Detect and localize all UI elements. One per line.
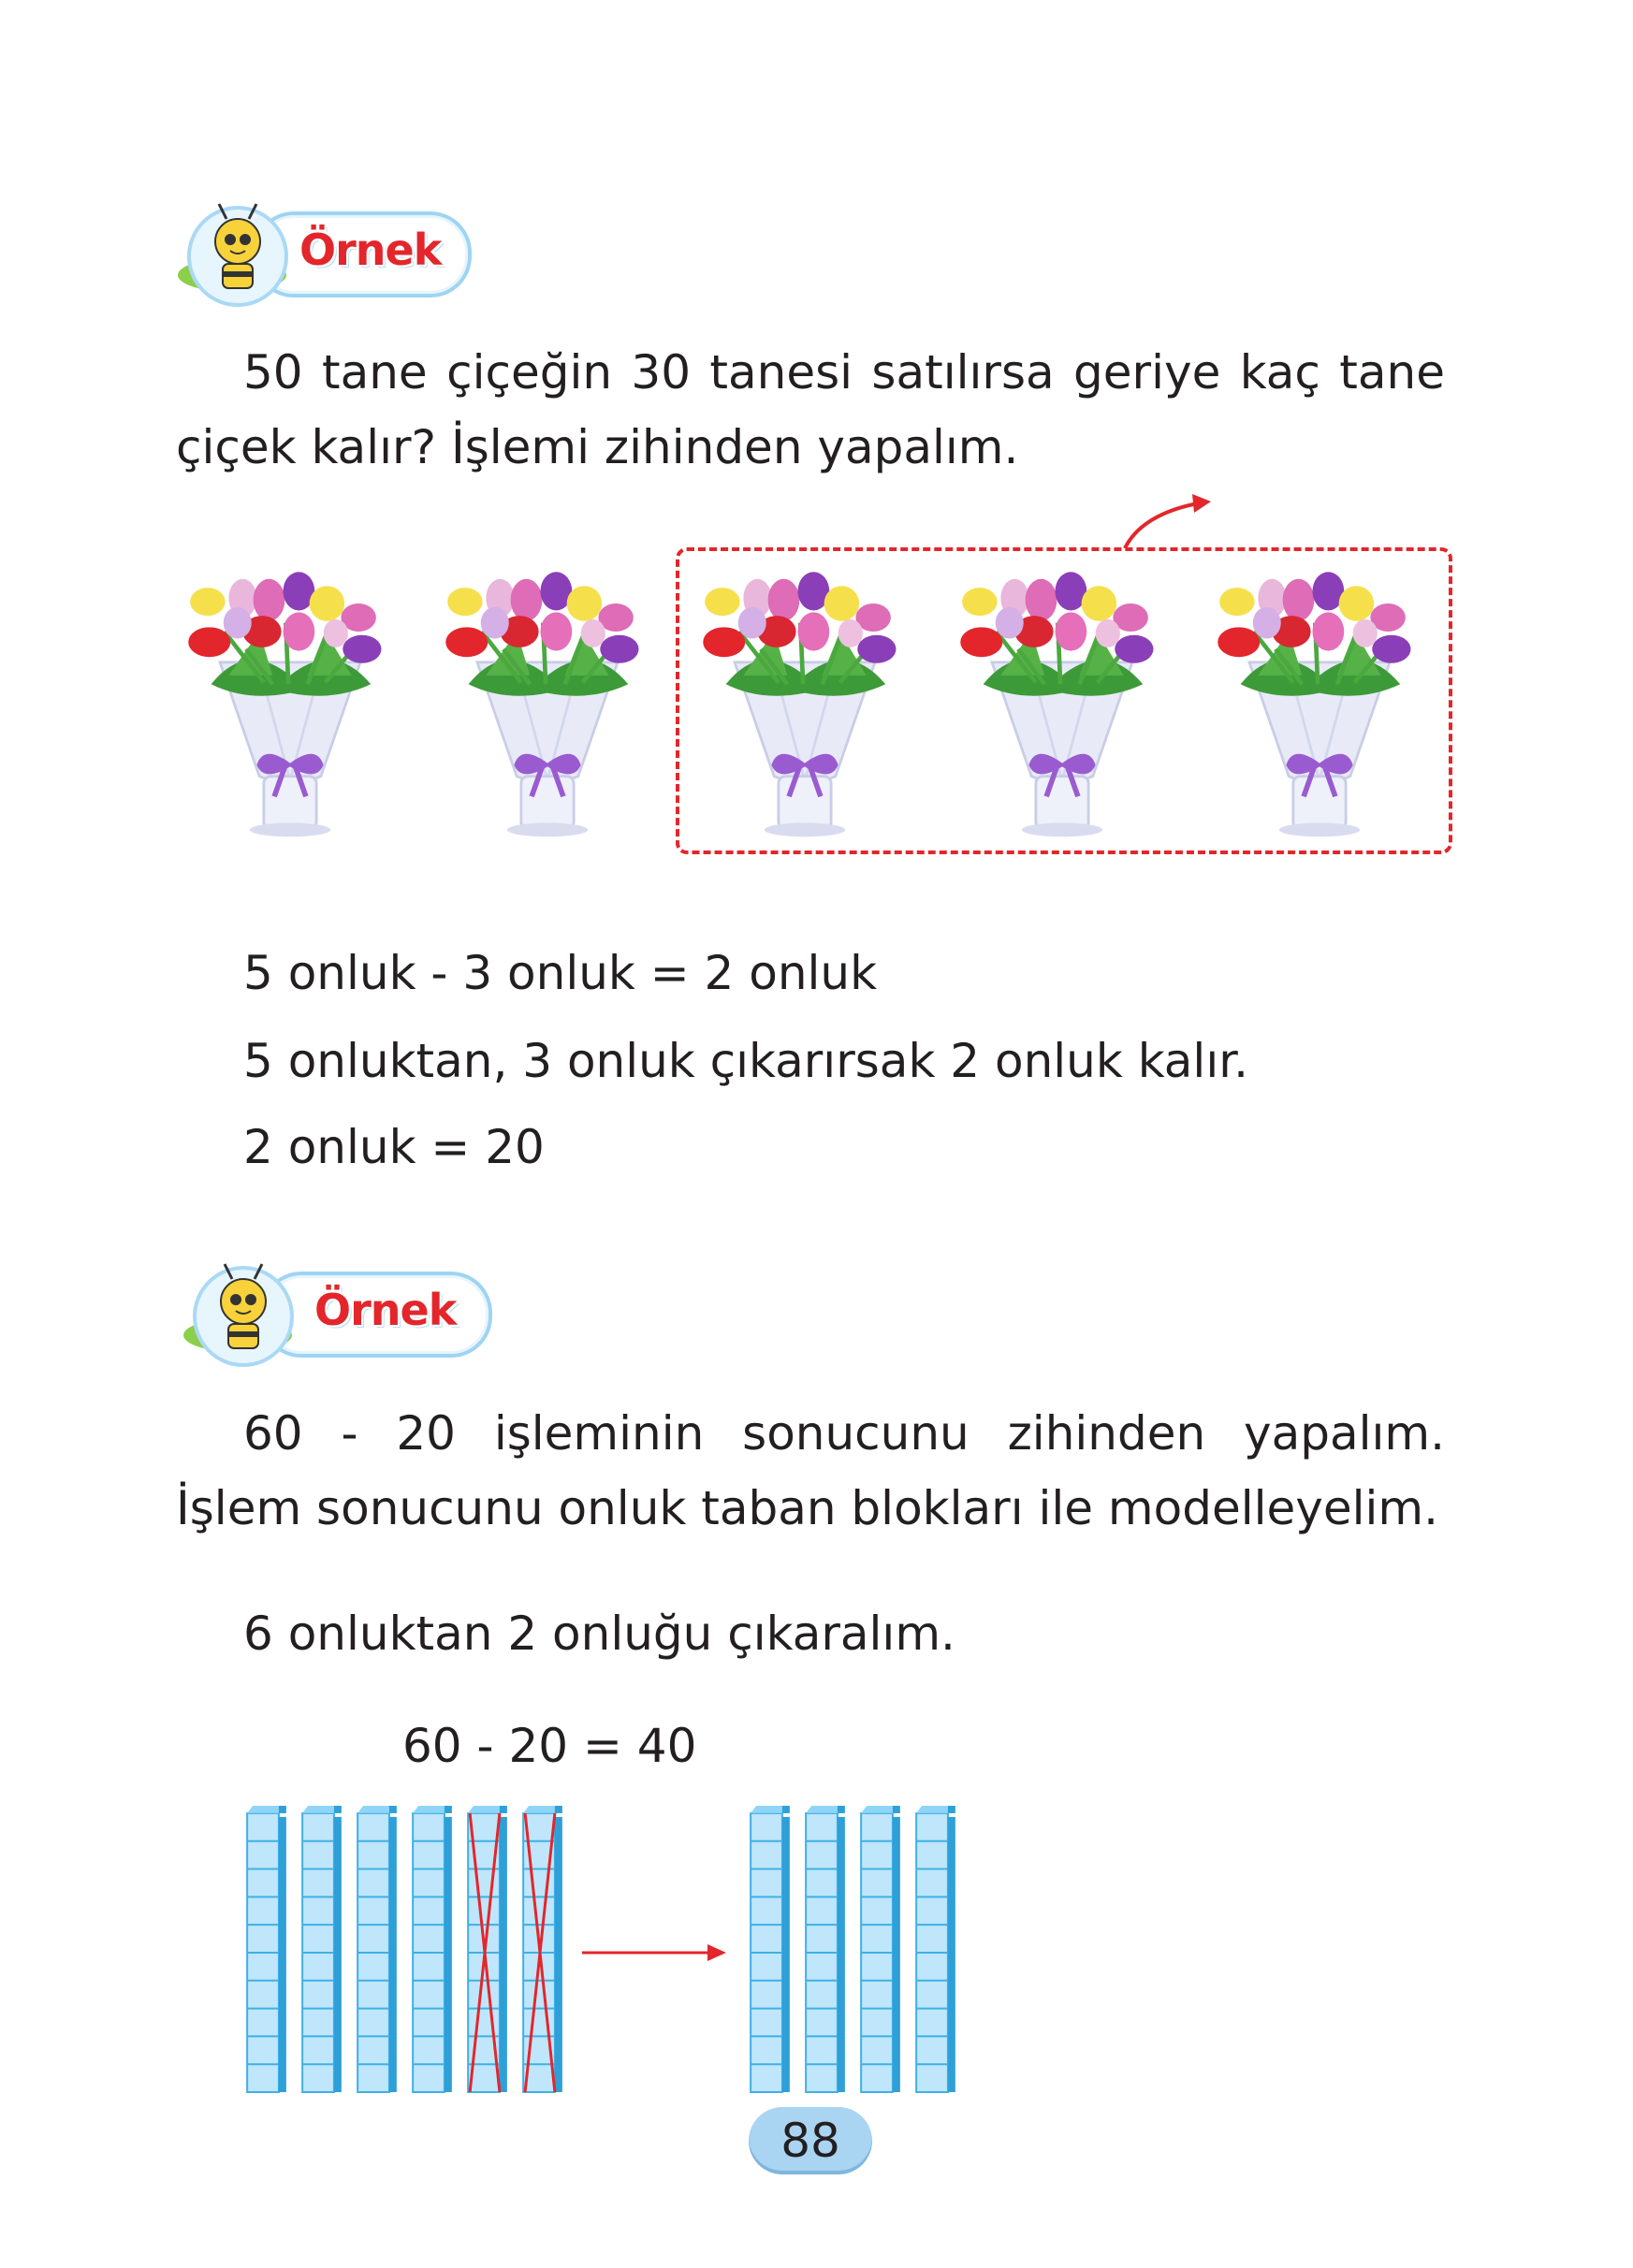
remove-arrow-icon [1114, 487, 1217, 552]
ten-rod [356, 1804, 399, 2094]
tulip-bouquet-icon [168, 561, 412, 842]
left-ten-blocks [245, 1804, 582, 2094]
example2-instruction: 6 onluktan 2 onluğu çıkaralım. [243, 1606, 955, 1661]
ten-rod [804, 1804, 847, 2094]
ten-rod [411, 1804, 454, 2094]
ten-rod-crossed [466, 1804, 509, 2094]
example1-line3: 2 onluk = 20 [243, 1120, 545, 1174]
bee-mascot-icon [183, 1258, 305, 1371]
tulip-bouquet-icon [426, 561, 669, 842]
example-badge-2 [183, 1258, 502, 1371]
example-badge-1 [178, 198, 477, 311]
bee-mascot-icon [178, 198, 299, 311]
sold-bouquets-outline [676, 547, 1452, 854]
example1-line1: 5 onluk - 3 onluk = 2 onluk [243, 946, 878, 1000]
ten-rod [300, 1804, 343, 2094]
example2-equation: 60 - 20 = 40 [402, 1719, 697, 1773]
badge-label: Örnek [314, 1285, 457, 1335]
example1-problem: 50 tane çiçeğin 30 tanesi satılırsa geriye kaç tane çiçek kalır? İşlemi zihinden yapalım. [176, 345, 1445, 474]
result-arrow-icon [580, 1939, 730, 1967]
example1-line2: 5 onluktan, 3 onluk çıkarırsak 2 onluk kalır. [243, 1034, 1249, 1088]
ten-rod [245, 1804, 288, 2094]
ten-rod [914, 1804, 957, 2094]
ten-rod [859, 1804, 902, 2094]
right-ten-blocks [749, 1804, 973, 2094]
ten-rod [749, 1804, 792, 2094]
badge-label: Örnek [299, 225, 442, 275]
ten-rod-crossed [521, 1804, 564, 2094]
example2-problem: 60 - 20 işleminin sonucunu zihinden yapalım. İşlem sonucunu onluk taban blokları ile modelleyelim. [176, 1406, 1445, 1535]
page-number: 88 [749, 2107, 872, 2174]
